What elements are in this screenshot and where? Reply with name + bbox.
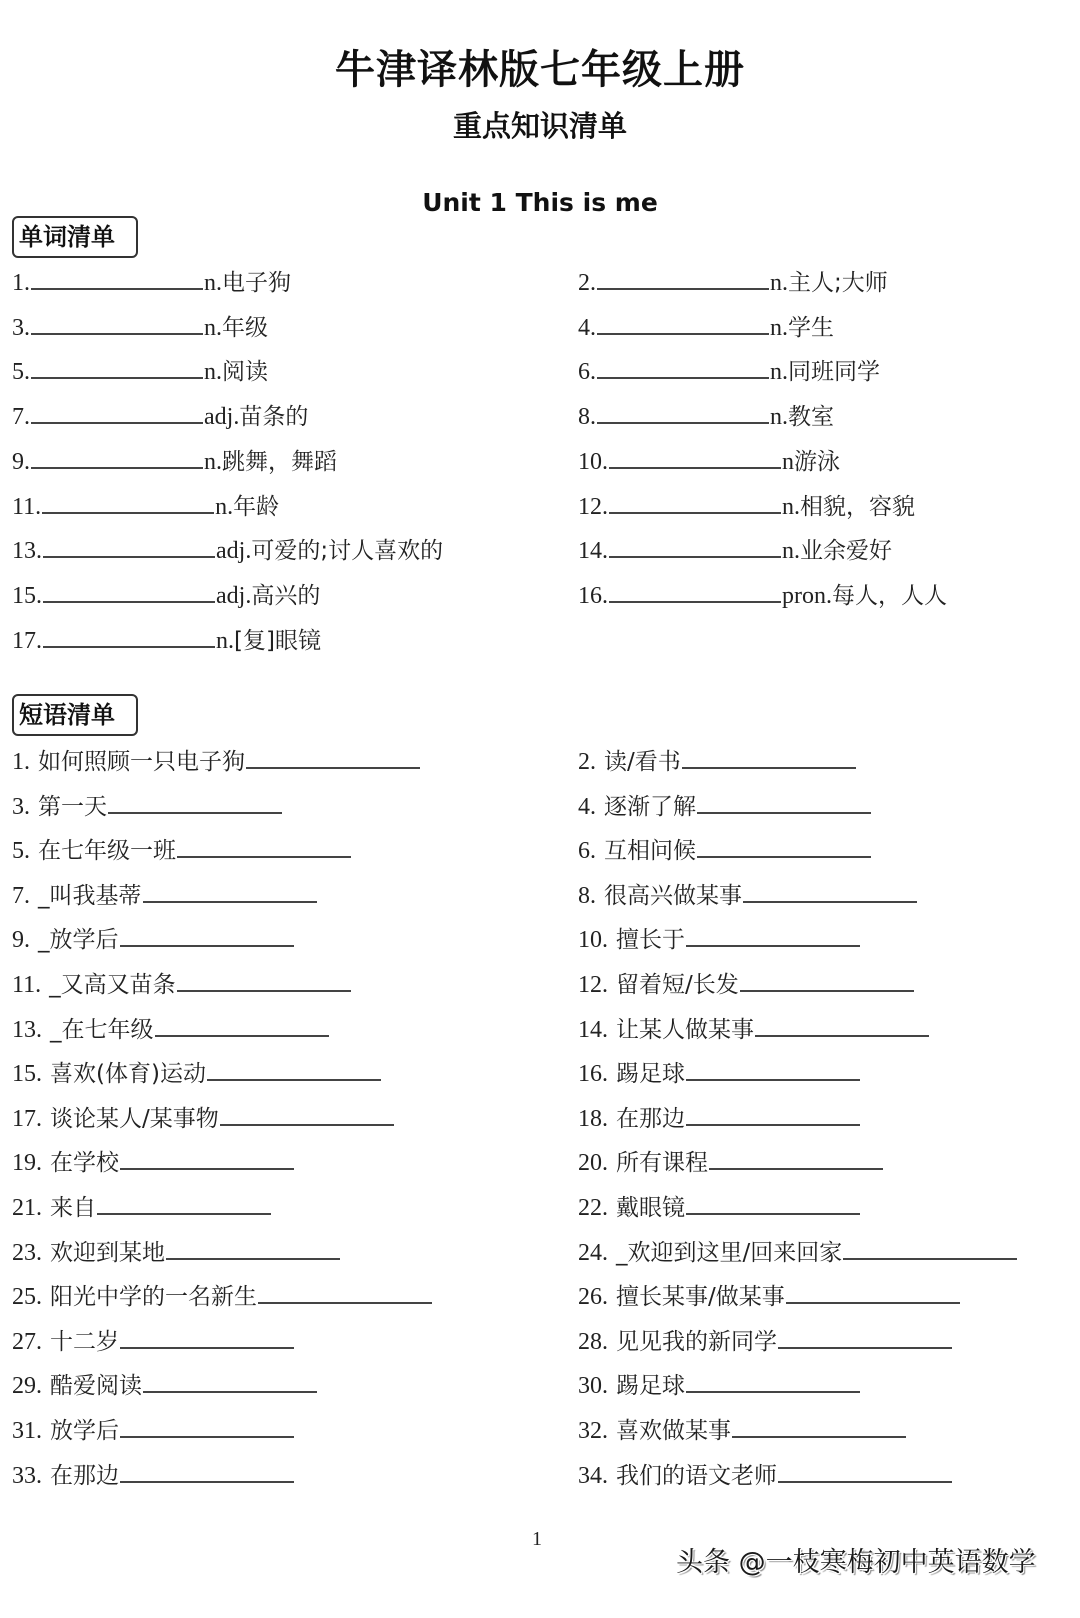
- vocab-item: [12, 311, 268, 343]
- vocab-item: [578, 355, 880, 387]
- item-number: 27.: [12, 1328, 42, 1355]
- part-of-speech: n.: [204, 270, 222, 296]
- phrase-item: [12, 1191, 272, 1223]
- phrase-item: [12, 1369, 318, 1401]
- answer-blank[interactable]: [740, 968, 914, 992]
- answer-blank[interactable]: [43, 534, 215, 558]
- answer-blank[interactable]: [43, 579, 215, 603]
- phrase-text: 读/看书: [604, 749, 681, 775]
- phrase-item: [12, 1325, 295, 1357]
- meaning: 主人;大师: [788, 270, 888, 296]
- answer-blank[interactable]: [755, 1013, 929, 1037]
- phrase-text: 互相问候: [604, 838, 696, 865]
- phrase-text: 见见我的新同学: [616, 1328, 777, 1355]
- answer-blank[interactable]: [108, 790, 282, 814]
- item-number: 3.: [12, 793, 30, 820]
- answer-blank[interactable]: [597, 355, 769, 379]
- phrase-item: [12, 1459, 295, 1491]
- phrase-text: 踢足球: [616, 1373, 685, 1400]
- item-number: 28.: [578, 1328, 608, 1355]
- vocab-item: [12, 624, 321, 656]
- answer-blank[interactable]: [207, 1057, 381, 1081]
- phrase-item: [578, 1325, 953, 1357]
- answer-blank[interactable]: [686, 1369, 860, 1393]
- item-number: 16.: [578, 1061, 608, 1088]
- item-number: 11.: [12, 493, 42, 520]
- item-number: 9.: [12, 927, 30, 954]
- phrase-text: 第一天: [38, 793, 107, 820]
- part-of-speech: n: [782, 448, 794, 475]
- answer-blank[interactable]: [609, 490, 781, 514]
- answer-blank[interactable]: [709, 1146, 883, 1170]
- vocab-item: [12, 266, 291, 298]
- item-number: 4.: [578, 314, 596, 341]
- part-of-speech: n.: [204, 314, 222, 341]
- vocab-item: [578, 579, 947, 611]
- phrase-item: [12, 1102, 395, 1134]
- item-number: 30.: [578, 1373, 608, 1400]
- phrase-item: [12, 1236, 341, 1268]
- watermark: 头条 @一枝寒梅初中英语数学: [676, 1547, 1036, 1578]
- phrase-item: [578, 1414, 907, 1446]
- item-number: 13.: [12, 538, 42, 565]
- answer-blank[interactable]: [43, 624, 215, 648]
- item-number: 20.: [578, 1150, 608, 1177]
- phrase-item: [12, 879, 318, 911]
- vocab-item: [12, 400, 308, 432]
- part-of-speech: n.: [215, 493, 234, 520]
- page-title: 牛津译林版七年级上册: [335, 47, 745, 93]
- meaning: 同班同学: [788, 359, 880, 386]
- item-number: 34.: [578, 1462, 608, 1489]
- answer-blank[interactable]: [682, 745, 856, 769]
- vocab-item: [578, 534, 892, 566]
- vocab-item: [578, 266, 888, 298]
- item-number: 9.: [12, 448, 30, 475]
- phrase-text: 十二岁: [50, 1328, 119, 1355]
- phrase-text: 我们的语文老师: [616, 1462, 777, 1489]
- phrase-item: [578, 745, 857, 777]
- item-number: 12.: [578, 493, 608, 520]
- phrase-item: [578, 923, 861, 955]
- answer-blank[interactable]: [120, 1146, 294, 1170]
- phrase-text: 擅长于: [616, 927, 685, 954]
- phrase-item: [578, 834, 872, 866]
- phrase-item: [578, 1013, 930, 1045]
- item-number: 26.: [578, 1284, 608, 1311]
- item-number: 13.: [12, 1016, 42, 1043]
- item-number: 2.: [578, 749, 596, 775]
- phrase-item: [12, 790, 283, 822]
- meaning: 每人，人人: [832, 582, 947, 609]
- vocab-item: [578, 311, 834, 343]
- answer-blank[interactable]: [697, 834, 871, 858]
- phrase-item: [578, 879, 918, 911]
- meaning: 阅读: [222, 359, 268, 386]
- answer-blank[interactable]: [843, 1236, 1017, 1260]
- meaning: 电子狗: [222, 270, 291, 296]
- answer-blank[interactable]: [686, 1057, 860, 1081]
- item-number: 29.: [12, 1373, 42, 1400]
- answer-blank[interactable]: [155, 1013, 329, 1037]
- phrase-text: 欢迎到某地: [50, 1239, 165, 1266]
- answer-blank[interactable]: [177, 968, 351, 992]
- item-number: 10.: [578, 448, 608, 475]
- meaning: 年龄: [233, 493, 280, 520]
- item-number: 7.: [12, 404, 30, 431]
- answer-blank[interactable]: [31, 355, 203, 379]
- answer-blank[interactable]: [31, 266, 203, 290]
- phrase-text: 踢足球: [616, 1061, 685, 1088]
- item-number: 17.: [12, 1105, 42, 1132]
- phrase-item: [12, 1146, 295, 1178]
- part-of-speech: n.: [216, 627, 234, 654]
- item-number: 4.: [578, 793, 596, 820]
- answer-blank[interactable]: [609, 445, 781, 469]
- vocab-item: [12, 355, 268, 387]
- item-number: 14.: [578, 1016, 608, 1043]
- phrase-text: 很高兴做某事: [604, 882, 742, 909]
- part-of-speech: adj.: [204, 404, 240, 431]
- item-number: 6.: [578, 359, 596, 386]
- answer-blank[interactable]: [609, 534, 781, 558]
- vocab-item: [12, 534, 443, 566]
- vocab-item: [12, 490, 279, 522]
- item-number: 18.: [578, 1105, 608, 1132]
- phrase-item: [578, 1146, 884, 1178]
- phrase-text: 所有课程: [616, 1150, 708, 1177]
- phrase-item: [578, 968, 915, 1000]
- item-number: 14.: [578, 538, 608, 565]
- item-number: 8.: [578, 404, 596, 431]
- item-number: 10.: [578, 927, 608, 954]
- phrase-item: [12, 1013, 330, 1045]
- meaning: 跳舞，舞蹈: [222, 448, 337, 475]
- phrase-text: 戴眼镜: [616, 1195, 685, 1221]
- phrase-item: [578, 1191, 861, 1223]
- phrase-text: _又高又苗条: [49, 972, 176, 998]
- phrase-text: 阳光中学的一名新生: [50, 1284, 257, 1311]
- item-number: 5.: [12, 359, 30, 386]
- answer-blank[interactable]: [778, 1459, 952, 1483]
- meaning: 苗条的: [239, 404, 309, 431]
- part-of-speech: n.: [204, 448, 222, 475]
- item-number: 6.: [578, 838, 596, 865]
- phrase-item: [12, 968, 352, 1000]
- phrase-text: 擅长某事/做某事: [616, 1284, 785, 1311]
- meaning: 年级: [222, 314, 268, 341]
- item-number: 33.: [12, 1462, 42, 1489]
- vocab-item: [578, 490, 915, 522]
- phrase-text: 留着短/长发: [616, 972, 739, 998]
- page-number: 1: [532, 1528, 542, 1550]
- phrase-section-label: 短语清单: [12, 694, 138, 736]
- phrase-item: [578, 1369, 861, 1401]
- part-of-speech: n.: [770, 270, 788, 296]
- part-of-speech: n.: [782, 538, 800, 565]
- answer-blank[interactable]: [120, 1459, 294, 1483]
- phrase-item: [578, 1057, 861, 1089]
- item-number: 5.: [12, 838, 30, 865]
- answer-blank[interactable]: [177, 834, 351, 858]
- part-of-speech: n.: [770, 404, 788, 431]
- item-number: 11.: [12, 972, 42, 998]
- item-number: 15.: [12, 582, 42, 609]
- answer-blank[interactable]: [31, 400, 203, 424]
- answer-blank[interactable]: [120, 923, 294, 947]
- phrase-text: 如何照顾一只电子狗: [38, 749, 245, 775]
- answer-blank[interactable]: [31, 445, 203, 469]
- answer-blank[interactable]: [597, 400, 769, 424]
- meaning: 游泳: [794, 448, 840, 475]
- part-of-speech: n.: [770, 359, 788, 386]
- phrase-item: [12, 1280, 433, 1312]
- item-number: 15.: [12, 1061, 42, 1088]
- item-number: 1.: [12, 270, 30, 296]
- phrase-text: 喜欢(体育)运动: [50, 1061, 206, 1088]
- answer-blank[interactable]: [686, 1102, 860, 1126]
- item-number: 17.: [12, 627, 42, 654]
- item-number: 7.: [12, 882, 30, 909]
- phrase-text: 让某人做某事: [616, 1016, 754, 1043]
- meaning: 相貌，容貌: [800, 493, 915, 520]
- answer-blank[interactable]: [743, 879, 917, 903]
- answer-blank[interactable]: [686, 923, 860, 947]
- answer-blank[interactable]: [786, 1280, 960, 1304]
- item-number: 25.: [12, 1284, 42, 1311]
- phrase-item: [12, 923, 295, 955]
- phrase-text: 酷爱阅读: [50, 1373, 142, 1400]
- phrase-item: [12, 1414, 295, 1446]
- answer-blank[interactable]: [31, 311, 203, 335]
- part-of-speech: n.: [782, 493, 800, 520]
- phrase-text: 逐渐了解: [604, 793, 696, 820]
- phrase-text: 在那边: [616, 1105, 685, 1132]
- answer-blank[interactable]: [597, 266, 769, 290]
- answer-blank[interactable]: [686, 1191, 860, 1215]
- item-number: 23.: [12, 1239, 42, 1266]
- phrase-item: [12, 745, 421, 777]
- phrase-item: [578, 1280, 961, 1312]
- phrase-text: _欢迎到这里/回来回家: [616, 1239, 843, 1266]
- answer-blank[interactable]: [42, 490, 214, 514]
- answer-blank[interactable]: [597, 311, 769, 335]
- part-of-speech: pron.: [782, 582, 832, 609]
- unit-title: Unit 1 This is me: [422, 188, 658, 217]
- phrase-text: 来自: [50, 1195, 96, 1221]
- item-number: 3.: [12, 314, 30, 341]
- vocab-section-label: 单词清单: [12, 216, 138, 258]
- answer-blank[interactable]: [220, 1102, 394, 1126]
- meaning: 可爱的;讨人喜欢的: [251, 538, 444, 565]
- answer-blank[interactable]: [120, 1414, 294, 1438]
- part-of-speech: n.: [770, 314, 788, 341]
- item-number: 31.: [12, 1418, 42, 1444]
- item-number: 21.: [12, 1195, 42, 1221]
- item-number: 19.: [12, 1150, 42, 1177]
- vocab-item: [12, 579, 320, 611]
- meaning: 业余爱好: [800, 538, 892, 565]
- phrase-text: 放学后: [50, 1418, 119, 1444]
- part-of-speech: n.: [204, 359, 222, 386]
- phrase-text: 在学校: [50, 1150, 119, 1177]
- phrase-item: [12, 1057, 382, 1089]
- answer-blank[interactable]: [697, 790, 871, 814]
- phrase-text: 在那边: [50, 1462, 119, 1489]
- meaning: 高兴的: [251, 582, 321, 609]
- phrase-text: _在七年级: [50, 1016, 154, 1043]
- part-of-speech: adj.: [216, 582, 252, 609]
- item-number: 1.: [12, 749, 30, 775]
- item-number: 22.: [578, 1195, 608, 1221]
- page-subtitle: 重点知识清单: [452, 109, 627, 143]
- phrase-text: 谈论某人/某事物: [50, 1105, 219, 1132]
- vocab-item: [578, 445, 840, 477]
- phrase-text: 在七年级一班: [38, 838, 176, 865]
- answer-blank[interactable]: [120, 1325, 294, 1349]
- answer-blank[interactable]: [258, 1280, 432, 1304]
- meaning: 学生: [788, 314, 834, 341]
- item-number: 32.: [578, 1418, 608, 1444]
- meaning: 教室: [788, 404, 834, 431]
- item-number: 24.: [578, 1239, 608, 1266]
- phrase-item: [578, 1102, 861, 1134]
- phrase-text: 喜欢做某事: [616, 1418, 731, 1444]
- answer-blank[interactable]: [143, 879, 317, 903]
- vocab-item: [12, 445, 337, 477]
- phrase-item: [578, 790, 872, 822]
- item-number: 2.: [578, 270, 596, 296]
- vocab-item: [578, 400, 834, 432]
- meaning: [复]眼镜: [234, 627, 321, 654]
- item-number: 8.: [578, 882, 596, 909]
- answer-blank[interactable]: [732, 1414, 906, 1438]
- answer-blank[interactable]: [143, 1369, 317, 1393]
- phrase-text: _叫我基蒂: [38, 882, 142, 909]
- phrase-item: [578, 1459, 953, 1491]
- answer-blank[interactable]: [97, 1191, 271, 1215]
- item-number: 16.: [578, 582, 608, 609]
- answer-blank[interactable]: [246, 745, 420, 769]
- phrase-text: _放学后: [38, 927, 119, 954]
- answer-blank[interactable]: [778, 1325, 952, 1349]
- answer-blank[interactable]: [609, 579, 781, 603]
- answer-blank[interactable]: [166, 1236, 340, 1260]
- phrase-item: [578, 1236, 1018, 1268]
- part-of-speech: adj.: [216, 538, 252, 565]
- phrase-item: [12, 834, 352, 866]
- item-number: 12.: [578, 972, 608, 998]
